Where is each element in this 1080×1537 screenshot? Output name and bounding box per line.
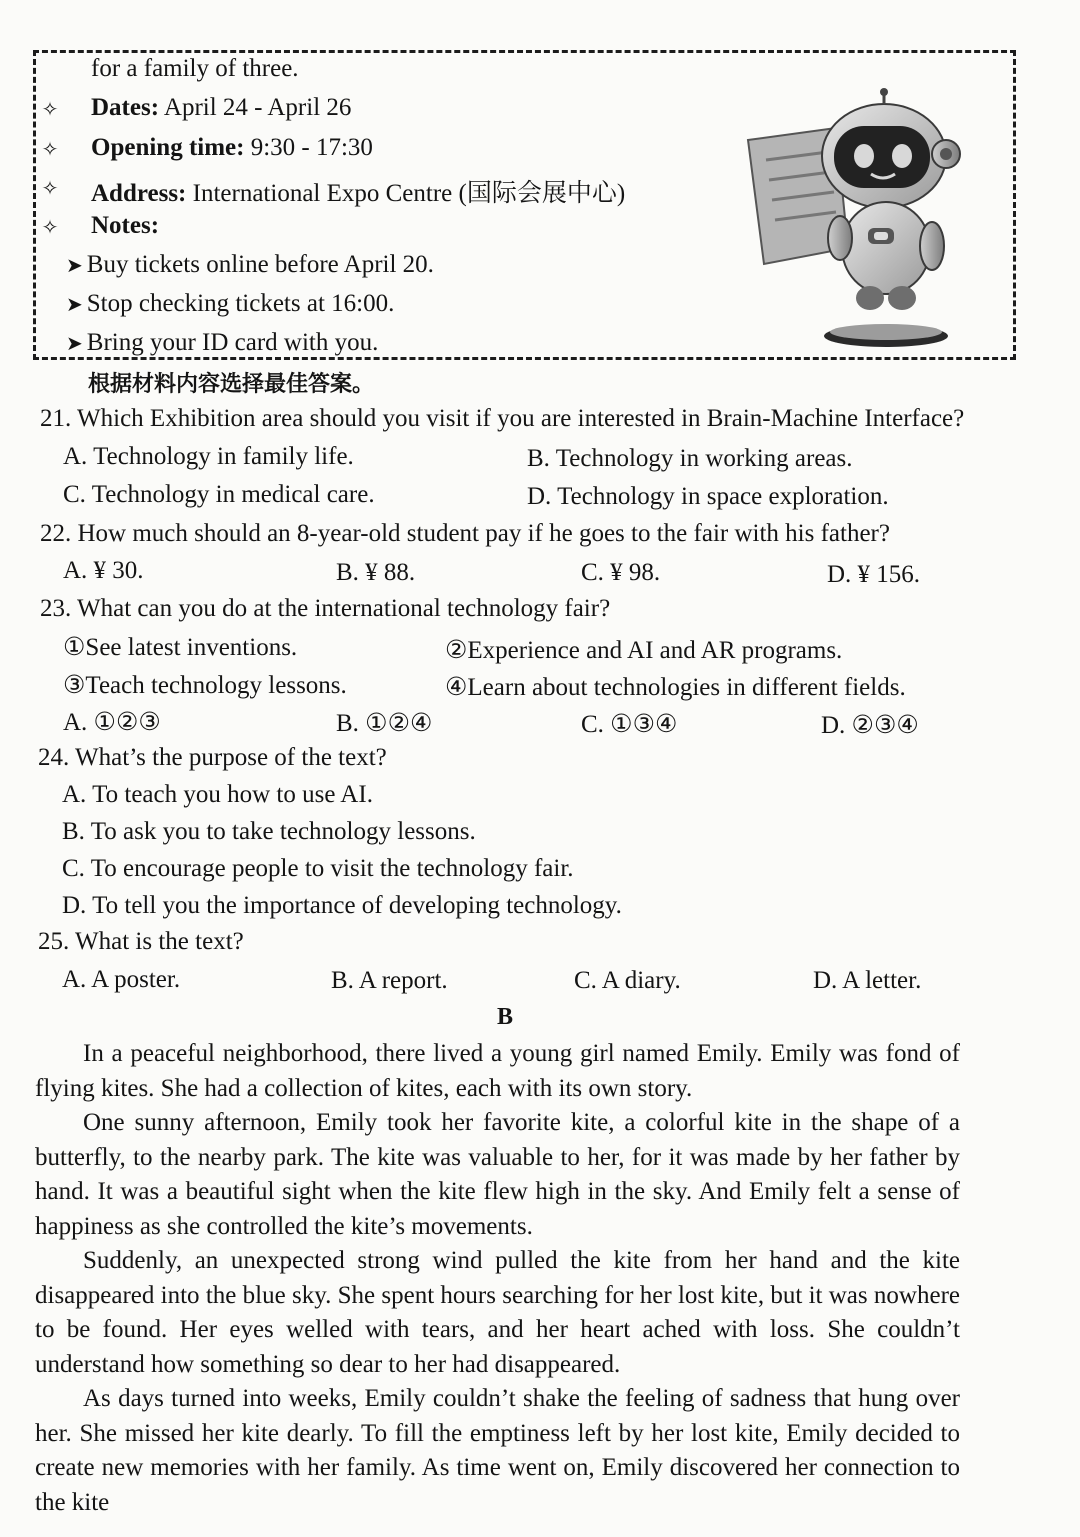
notice-continued-line — [91, 55, 299, 83]
option-a[interactable]: A. A poster. — [62, 966, 181, 993]
option-a[interactable]: A. ①②③ — [63, 709, 161, 736]
option-b[interactable]: B. To ask you to take technology lessons. — [62, 818, 476, 845]
arrow-right-icon: ➤ — [66, 333, 83, 355]
opening-label: Opening time: — [91, 134, 245, 161]
option-b[interactable]: B. Technology in working areas. — [527, 445, 853, 472]
note-text: Stop checking tickets at 16:00. — [86, 290, 395, 317]
question-stem: 25. What is the text? — [38, 928, 244, 955]
instruction-text: 根据材料内容选择最佳答案。 — [88, 372, 375, 397]
note-text: Bring your ID card with you. — [86, 329, 379, 356]
notice-continued-text: for a family of three. — [91, 55, 299, 82]
question-stem: 24. What’s the purpose of the text? — [38, 744, 387, 771]
option-a[interactable]: A. To teach you how to use AI. — [62, 781, 373, 808]
option-c[interactable]: C. To encourage people to visit the technology fair. — [62, 855, 574, 882]
note-item — [66, 290, 394, 318]
option-a[interactable]: A. ¥ 30. — [63, 557, 144, 584]
note-item — [66, 329, 378, 357]
question-stem: 21. Which Exhibition area should you visit if you are interested in Brain-Machine Interface? — [40, 405, 965, 432]
statement-item: ①See latest inventions. — [63, 634, 298, 661]
notice-address-line — [91, 173, 625, 209]
option-d[interactable]: D. Technology in space exploration. — [527, 483, 889, 510]
question-stem: 22. How much should an 8-year-old student pay if he goes to the fair with his father? — [40, 520, 890, 547]
notice-opening-line — [91, 134, 373, 162]
option-c[interactable]: C. ①③④ — [581, 711, 678, 738]
notice-notes-line — [91, 212, 159, 240]
passage-paragraph: Suddenly, an unexpected strong wind pulled the kite from her hand and the kite disappeared into the blue sky. She spent hours searching for her lost kite, but it was nowhere to be found. Her eyes welled with tears, and her heart ached with loss. She couldn’t understand how something so dear to her had disappeared. — [35, 1247, 960, 1378]
option-b[interactable]: B. ①②④ — [336, 710, 433, 737]
option-d[interactable]: D. ②③④ — [821, 712, 919, 739]
note-item — [66, 251, 434, 279]
address-value: International Expo Centre (国际会展中心) — [192, 180, 626, 207]
statement-item: ②Experience and AI and AR programs. — [445, 637, 843, 664]
passage-paragraph: One sunny afternoon, Emily took her favorite kite, a colorful kite in the shape of a butterfly, to the nearby park. The kite was valuable to her, for it was made by her father by hand. It was a beautiful sight when the kite flew high in the sky. And Emily felt a sense of happiness as she controlled the kite’s movements. — [35, 1109, 960, 1240]
star-diamond-icon: ✧ — [41, 139, 59, 161]
option-c[interactable]: C. Technology in medical care. — [63, 481, 375, 508]
opening-value: 9:30 - 17:30 — [250, 134, 373, 161]
option-b[interactable]: B. ¥ 88. — [336, 559, 416, 586]
option-c[interactable]: C. A diary. — [574, 967, 681, 994]
address-label: Address: — [91, 180, 187, 207]
option-c[interactable]: C. ¥ 98. — [581, 559, 661, 586]
dates-value: April 24 - April 26 — [163, 94, 352, 121]
note-text: Buy tickets online before April 20. — [86, 251, 434, 278]
dates-label: Dates: — [91, 94, 160, 121]
notes-label: Notes: — [91, 212, 160, 239]
statement-item: ③Teach technology lessons. — [63, 672, 347, 699]
arrow-right-icon: ➤ — [66, 255, 83, 277]
robot-icon — [736, 88, 966, 348]
star-diamond-icon: ✧ — [41, 178, 59, 200]
option-d[interactable]: D. To tell you the importance of developing technology. — [62, 892, 622, 919]
star-diamond-icon: ✧ — [41, 217, 59, 239]
question-stem: 23. What can you do at the international technology fair? — [40, 595, 611, 622]
statement-item: ④Learn about technologies in different fields. — [445, 674, 906, 701]
option-b[interactable]: B. A report. — [331, 967, 448, 994]
passage-paragraph: In a peaceful neighborhood, there lived a young girl named Emily. Emily was fond of flying kites. She had a collection of kites, each with its own story. — [35, 1040, 960, 1102]
section-title: B — [496, 1004, 513, 1030]
option-a[interactable]: A. Technology in family life. — [63, 443, 354, 470]
notice-dates-line — [91, 94, 351, 122]
option-d[interactable]: D. A letter. — [813, 967, 922, 994]
arrow-right-icon: ➤ — [66, 294, 83, 316]
option-d[interactable]: D. ¥ 156. — [827, 561, 921, 588]
notice-box — [33, 50, 1016, 360]
passage-paragraph: As days turned into weeks, Emily couldn’t shake the feeling of sadness that hung over her. She missed her kite dearly. To fill the emptiness left by her lost kite, Emily decided to create new memories with her family. As time went on, Emily discovered her connection to the kite — [35, 1385, 960, 1516]
star-diamond-icon: ✧ — [41, 99, 59, 121]
